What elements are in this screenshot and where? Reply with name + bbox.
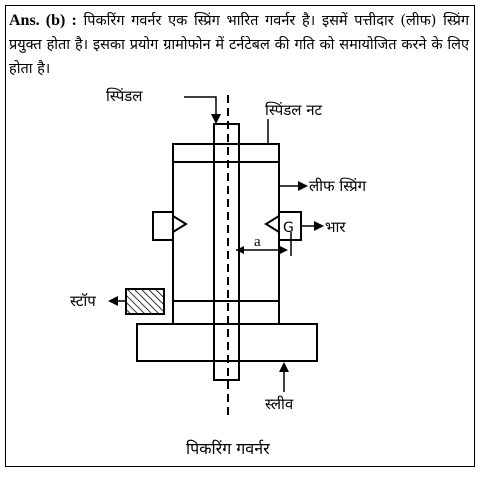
stop-block [126,289,164,314]
weight-arrowhead [314,221,324,231]
right-spring-mark [266,216,279,232]
label-stop: स्टॉप [70,292,96,310]
left-weight [153,212,173,240]
stop-arrowhead [108,296,118,306]
answer-text: पिकरिंग गवर्नर एक स्प्रिंग भारित गवर्नर है। इसमें पत्तीदार (लीफ) स्प्रिंग प्रयुक्त होता है। इसका प्रयोग ग्रामोफोन में टर्नटेबल की गति को समायोजित करने के लिए होता है। [9,13,469,77]
label-leaf-spring: लीफ स्प्रिंग [309,177,367,195]
spindle-arrowhead [211,114,221,124]
diagram-caption: पिकरिंग गवर्नर [186,439,270,458]
answer-label: Ans. (b) : [9,12,77,29]
spindle-leader [184,97,216,120]
label-sleeve: स्लीव [265,395,294,413]
sleeve-arrowhead [279,362,289,372]
label-distance: a [254,234,261,250]
left-spring-mark [173,216,186,232]
weight-glyph: G [283,220,294,236]
governor-body [173,144,279,324]
label-weight: भार [325,218,346,236]
label-spindle: स्पिंडल [106,87,143,105]
label-spindle-nut: स्पिंडल नट [265,101,323,119]
leaf-spring-arrowhead [298,181,308,191]
dimension-a-arrow-right [280,246,288,254]
